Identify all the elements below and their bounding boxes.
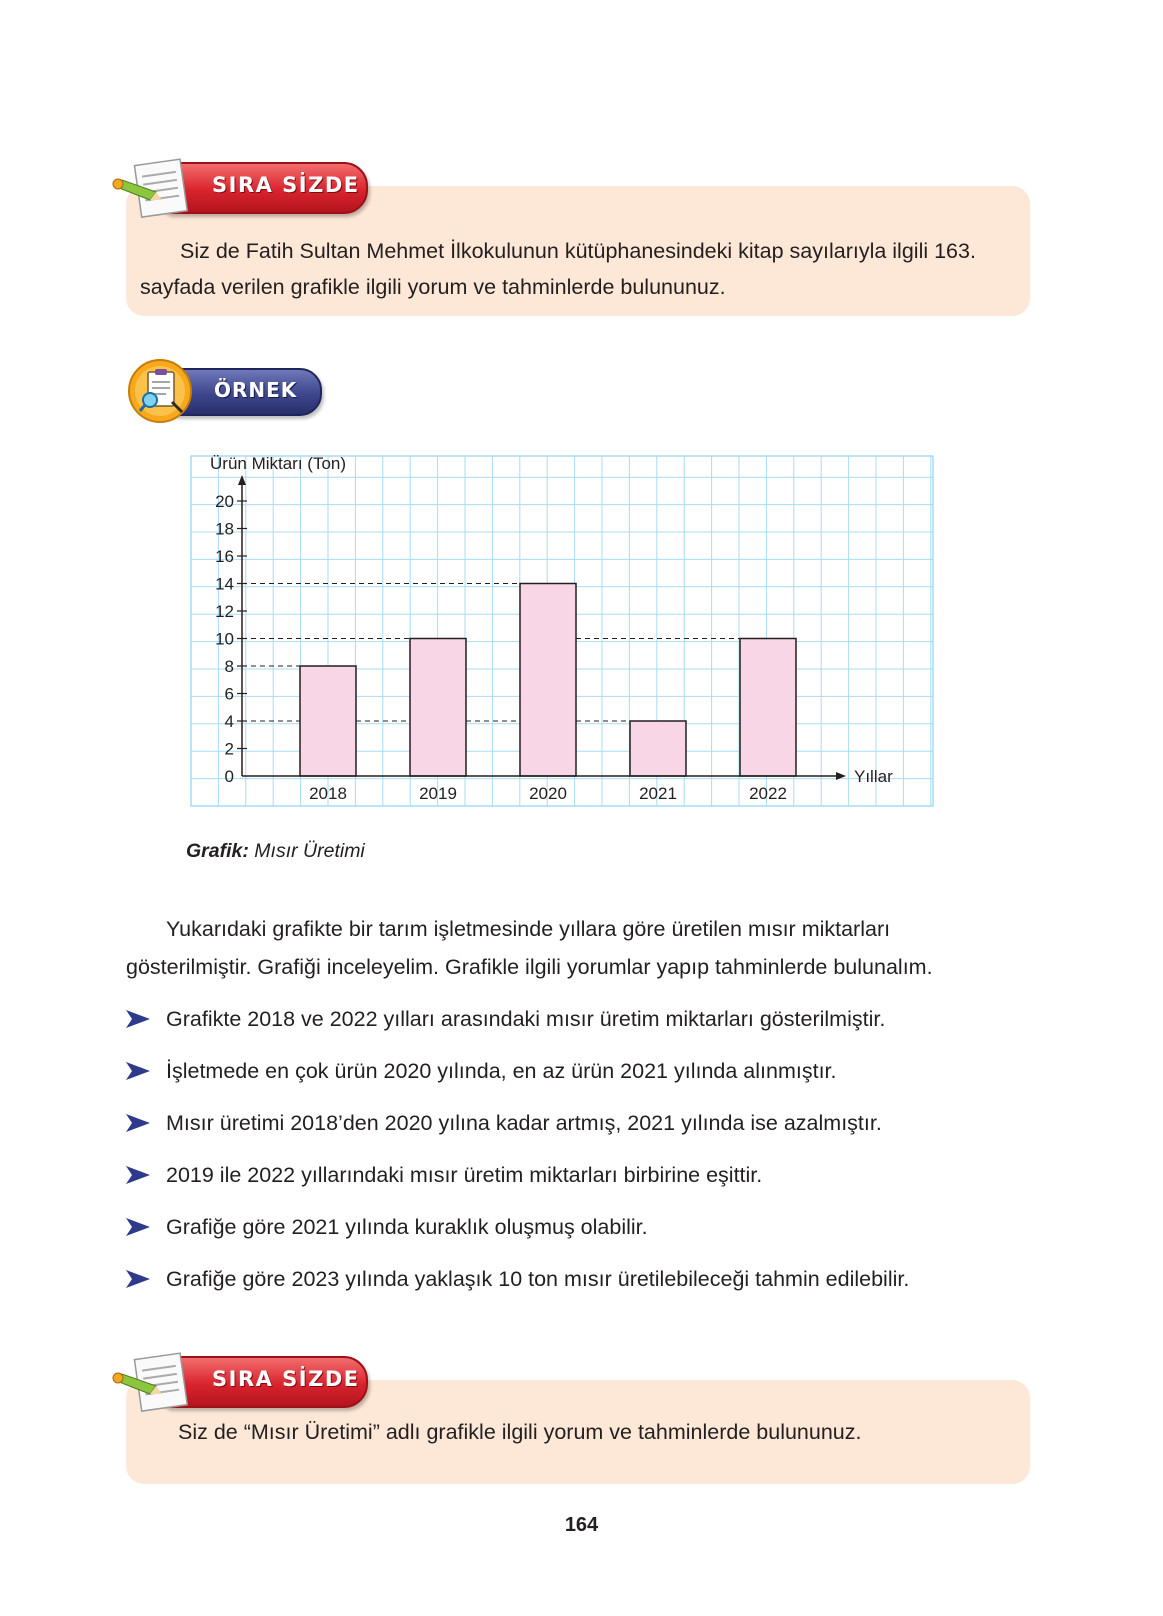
arrow-bullet-icon — [126, 1113, 150, 1133]
chart-y-axis-label: Ürün Miktarı (Ton) — [210, 455, 347, 473]
bar-chart — [190, 455, 934, 817]
caption-label: Grafik: — [186, 840, 249, 862]
notepad-pencil-icon — [112, 156, 212, 222]
bullet-text: Mısır üretimi 2018’den 2020 yılına kadar artmış, 2021 yılında ise azalmıştır. — [166, 1111, 882, 1135]
chart-x-axis-label: Yıllar — [854, 767, 893, 786]
sira-sizde-text-1: Siz de Fatih Sultan Mehmet İlkokulunun kütüphanesindeki kitap sayılarıyla ilgili 163. sayfada verilen grafikle ilgili yorum ve tahminlerde bulununuz. — [140, 239, 976, 299]
sira-sizde-badge-1 — [112, 156, 372, 222]
ornek-badge — [128, 358, 328, 424]
ornek-label: ÖRNEK — [214, 378, 298, 402]
y-tick-label: 16 — [215, 547, 234, 566]
sira-sizde-badge-2 — [112, 1350, 372, 1416]
sira-sizde-label-2: SIRA SİZDE — [212, 1367, 360, 1391]
x-tick-label: 2022 — [749, 784, 787, 803]
clipboard-magnifier-icon — [128, 358, 198, 424]
bullet-item — [126, 1265, 1026, 1317]
y-tick-label: 14 — [215, 574, 234, 594]
bullet-text: Grafiğe göre 2021 yılında kuraklık oluşmuş olabilir. — [166, 1215, 648, 1239]
bullet-text: İşletmede en çok ürün 2020 yılında, en az ürün 2021 yılında alınmıştır. — [166, 1059, 837, 1083]
chart-x-ticks — [309, 784, 787, 803]
y-tick-label: 10 — [215, 629, 234, 649]
y-tick-label: 8 — [224, 657, 234, 676]
bar-2021 — [630, 721, 686, 776]
y-tick-label: 6 — [224, 684, 234, 704]
arrow-bullet-icon — [126, 1217, 150, 1237]
x-tick-label: 2021 — [639, 784, 677, 803]
x-tick-label: 2020 — [529, 784, 567, 803]
bullet-item — [126, 1109, 1026, 1161]
x-tick-label: 2019 — [419, 784, 457, 803]
bullet-item — [126, 1005, 1026, 1057]
x-tick-label: 2018 — [309, 784, 347, 803]
arrow-bullet-icon — [126, 1165, 150, 1185]
bar-2019 — [410, 639, 466, 777]
y-tick-label: 4 — [224, 712, 234, 731]
bar-2018 — [300, 666, 356, 776]
y-tick-label: 12 — [215, 602, 234, 621]
y-tick-label: 20 — [215, 492, 234, 511]
bullet-item — [126, 1213, 1026, 1265]
y-tick-label: 18 — [215, 519, 234, 539]
notepad-pencil-icon — [112, 1350, 212, 1416]
bullet-text: Grafikte 2018 ve 2022 yılları arasındaki mısır üretim miktarları gösterilmiştir. — [166, 1007, 886, 1031]
bullet-item — [126, 1057, 1026, 1109]
caption-title: Mısır Üretimi — [254, 840, 365, 862]
page-number: 164 — [564, 1514, 599, 1536]
arrow-bullet-icon — [126, 1061, 150, 1081]
y-tick-label: 0 — [224, 767, 234, 786]
arrow-bullet-icon — [126, 1269, 150, 1289]
bar-2022 — [740, 639, 796, 777]
sira-sizde-label-1: SIRA SİZDE — [212, 173, 360, 197]
bullet-list — [126, 1005, 1026, 1317]
intro-paragraph: Yukarıdaki grafikte bir tarım işletmesinde yıllara göre üretilen mısır miktarları gösterilmiştir. Grafiği inceleyelim. Grafikle ilgili yorumlar yapıp tahminlerde bulunalım. — [126, 917, 933, 979]
bullet-item — [126, 1161, 1026, 1213]
bar-2020 — [520, 584, 576, 777]
sira-sizde-text-2: Siz de “Mısır Üretimi” adlı grafikle ilgili yorum ve tahminlerde bulununuz. — [178, 1420, 862, 1444]
bullet-text: 2019 ile 2022 yıllarındaki mısır üretim miktarları birbirine eşittir. — [166, 1163, 763, 1187]
arrow-bullet-icon — [126, 1009, 150, 1029]
chart-bars — [300, 584, 796, 777]
chart-caption — [186, 840, 365, 863]
bullet-text: Grafiğe göre 2023 yılında yaklaşık 10 ton mısır üretilebileceği tahmin edilebilir. — [166, 1267, 910, 1291]
y-axis-arrow — [238, 475, 246, 485]
y-tick-label: 2 — [224, 739, 234, 759]
